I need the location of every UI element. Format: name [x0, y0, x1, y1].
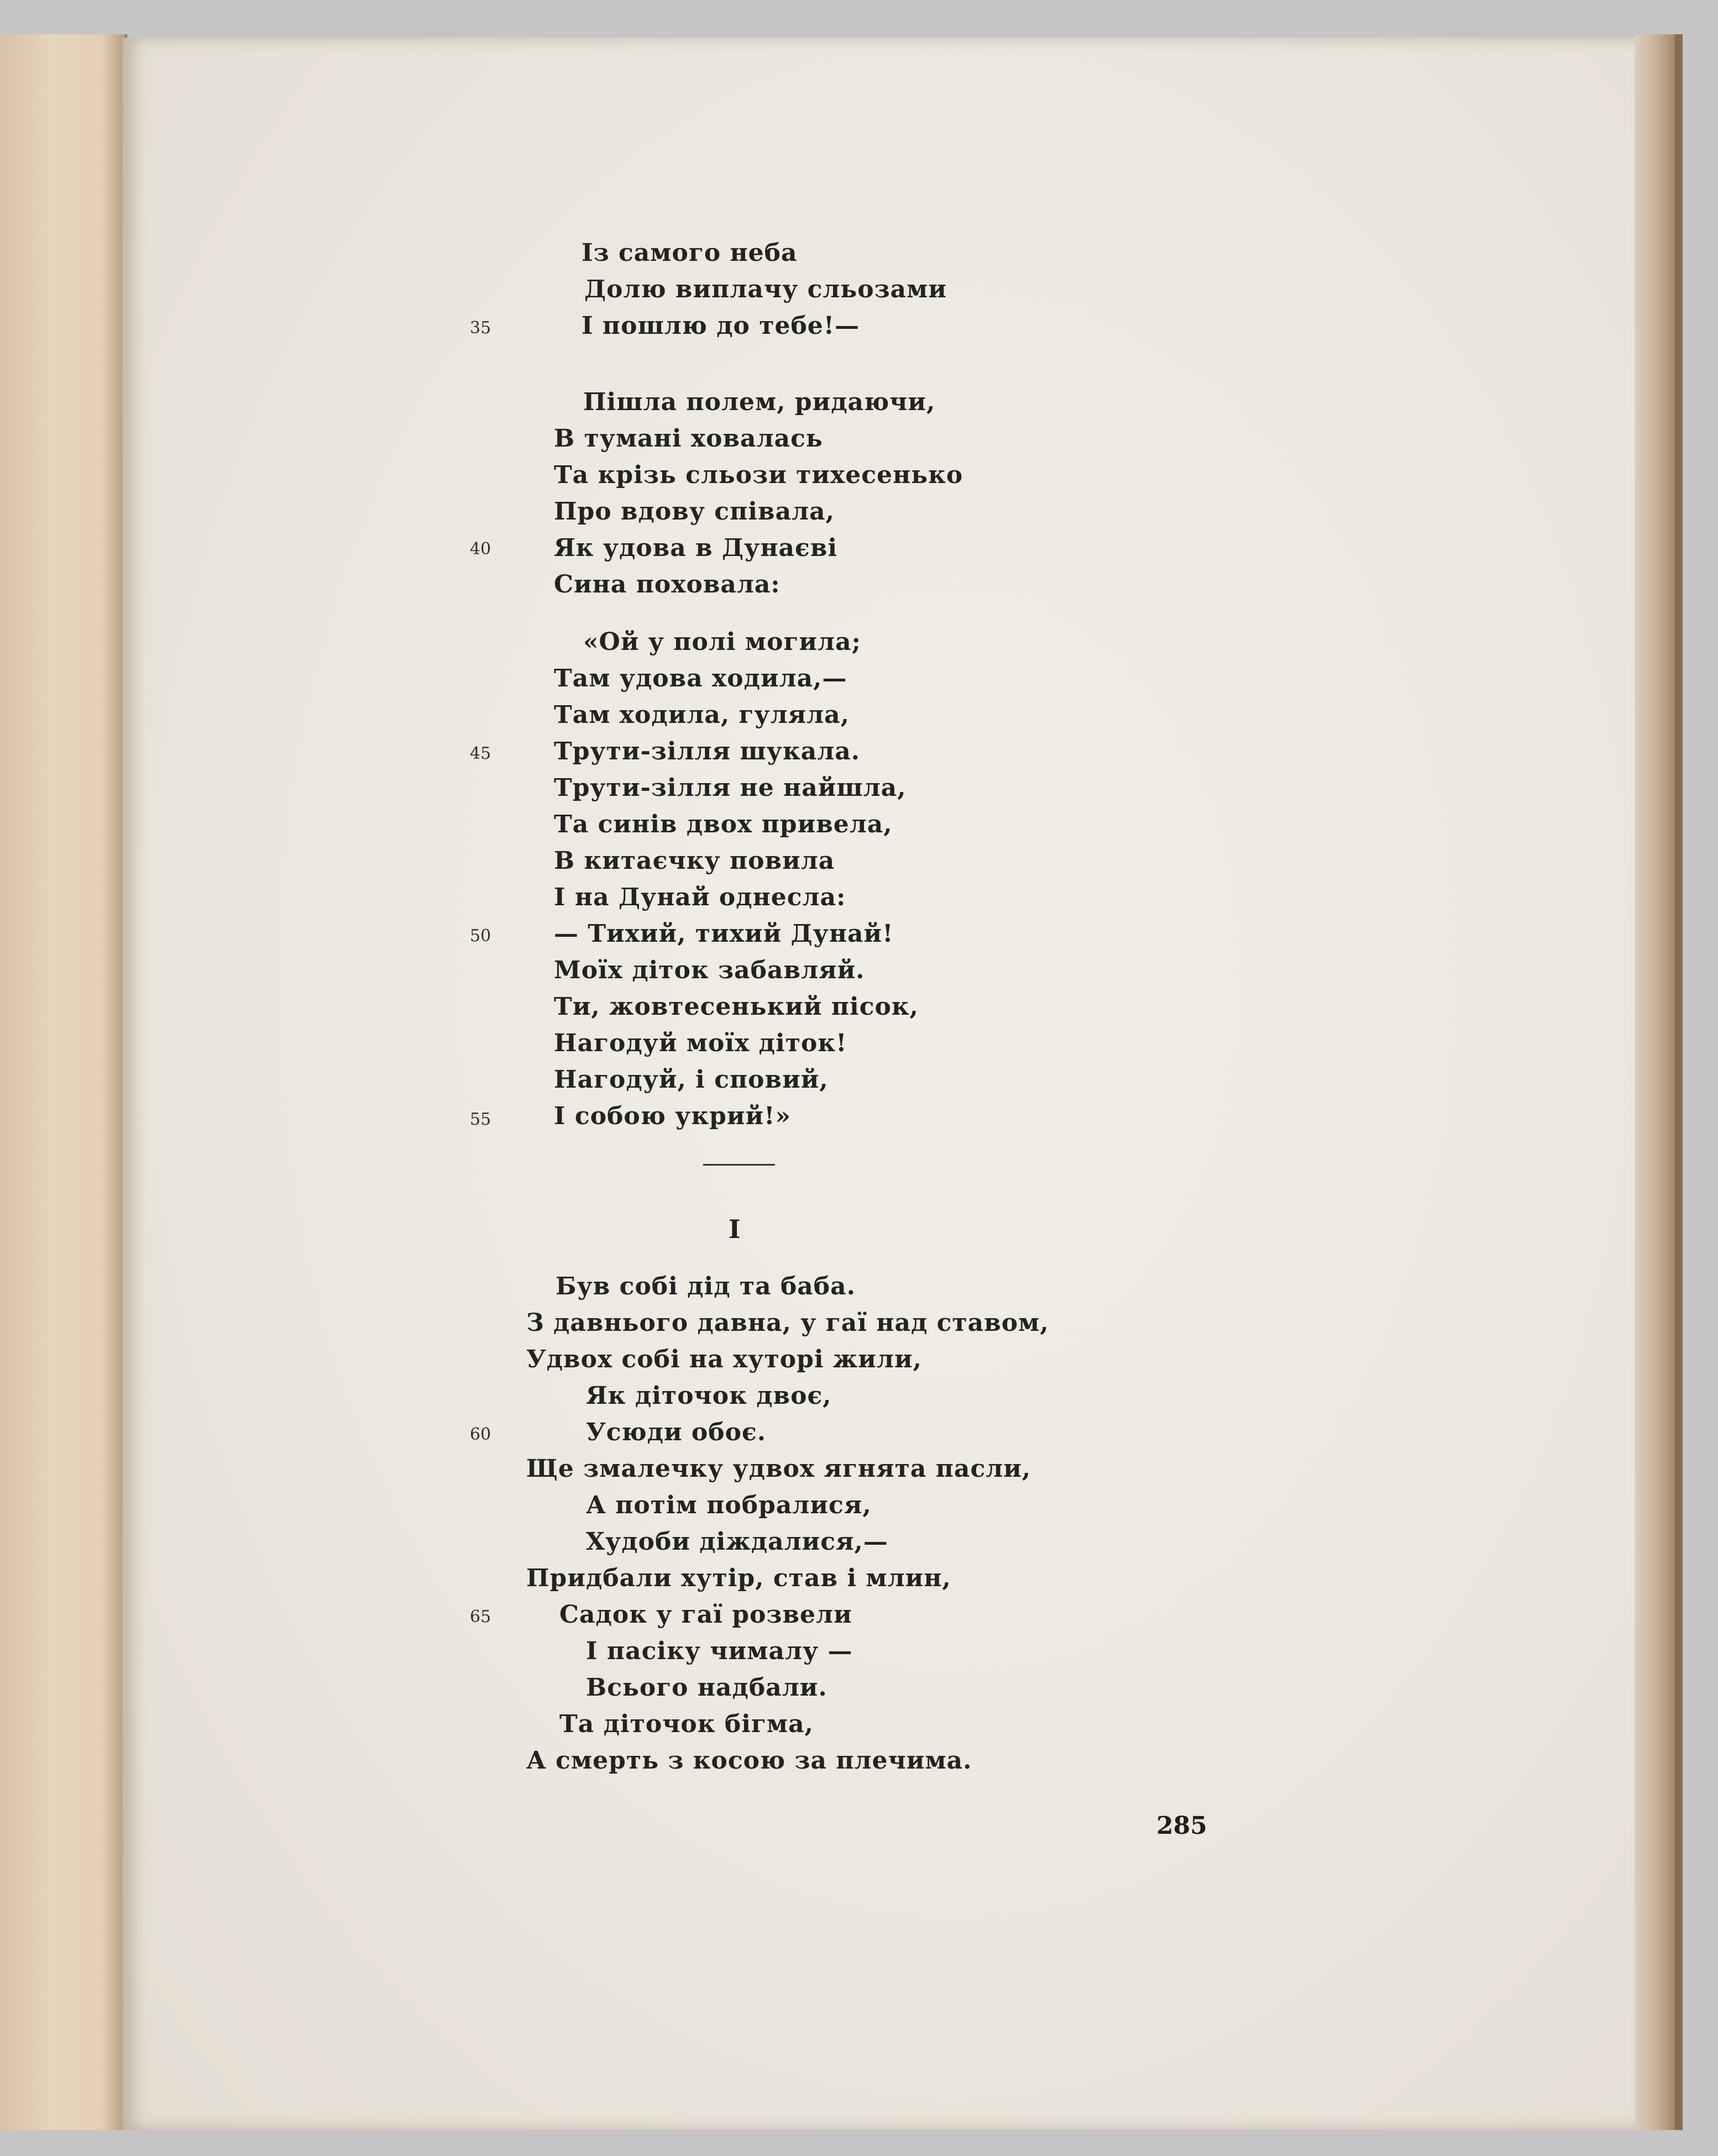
- line-number: 50: [470, 926, 491, 946]
- poem-line: Пішла полем, ридаючи,: [583, 388, 936, 416]
- poem-line: Трути-зілля шукала.: [554, 737, 861, 765]
- poem-line: Трути-зілля не найшла,: [554, 774, 907, 802]
- poem-line: Як діточок двоє,: [586, 1382, 832, 1410]
- poem-line: В китаєчку повила: [554, 847, 835, 875]
- poem-line: Як удова в Дунаєві: [554, 534, 838, 562]
- line-number: 40: [470, 539, 491, 559]
- page-number: 285: [1156, 1812, 1207, 1840]
- poem-line: Ще змалечку удвох ягнята пасли,: [526, 1455, 1031, 1483]
- poem-line: Нагодуй моїх діток!: [554, 1029, 847, 1057]
- poem-line: В тумані ховалась: [554, 424, 823, 453]
- line-number: 35: [470, 318, 491, 338]
- poem-line: І пошлю до тебе!—: [582, 312, 860, 340]
- section-heading: I: [729, 1214, 741, 1244]
- poem-line: Та крізь сльози тихесенько: [554, 461, 963, 489]
- poem-line: Долю виплачу сльозами: [584, 275, 947, 303]
- line-number: 60: [470, 1425, 491, 1444]
- poem-line: Нагодуй, і сповий,: [554, 1066, 829, 1094]
- poem-line: Худоби діждалися,—: [586, 1528, 888, 1556]
- poem-line: А потім побралися,: [586, 1491, 872, 1519]
- poem-line: «Ой у полі могила;: [583, 628, 861, 656]
- poem-line: — Тихий, тихий Дунай!: [554, 920, 894, 948]
- poem-line: Садок у гаї розвели: [559, 1601, 852, 1629]
- poem-line: І пасіку чималу —: [586, 1637, 853, 1665]
- poem-line: Всього надбали.: [586, 1674, 827, 1702]
- poem-line: З давнього давна, у гаї над ставом,: [526, 1309, 1049, 1337]
- poem-line: Та діточок бігма,: [559, 1710, 814, 1738]
- poem-line: Сина поховала:: [554, 570, 781, 599]
- poem-line: Ти, жовтесенький пісок,: [554, 993, 919, 1021]
- poem-line: Був собі дід та баба.: [556, 1272, 856, 1300]
- poem-line: Усюди обоє.: [586, 1418, 767, 1446]
- poem-line: Із самого неба: [582, 239, 798, 267]
- poem-line: Там ходила, гуляла,: [554, 701, 850, 729]
- poem-line: І собою укрий!»: [554, 1102, 791, 1130]
- poem-line: Та синів двох привела,: [554, 810, 893, 838]
- poem-line: І на Дунай однесла:: [554, 883, 846, 911]
- line-number: 45: [470, 744, 491, 763]
- poem-line: Моїх діток забавляй.: [554, 956, 865, 984]
- poem-line: Там удова ходила,—: [554, 664, 847, 693]
- line-number: 55: [470, 1110, 491, 1129]
- section-divider: [703, 1164, 775, 1166]
- line-number: 65: [470, 1607, 491, 1627]
- poem-line: Удвох собі на хуторі жили,: [526, 1345, 922, 1373]
- poem-line: Придбали хутір, став і млин,: [526, 1564, 951, 1592]
- poem-line: Про вдову співала,: [554, 497, 835, 526]
- poem-line: А смерть з косою за плечима.: [526, 1746, 972, 1775]
